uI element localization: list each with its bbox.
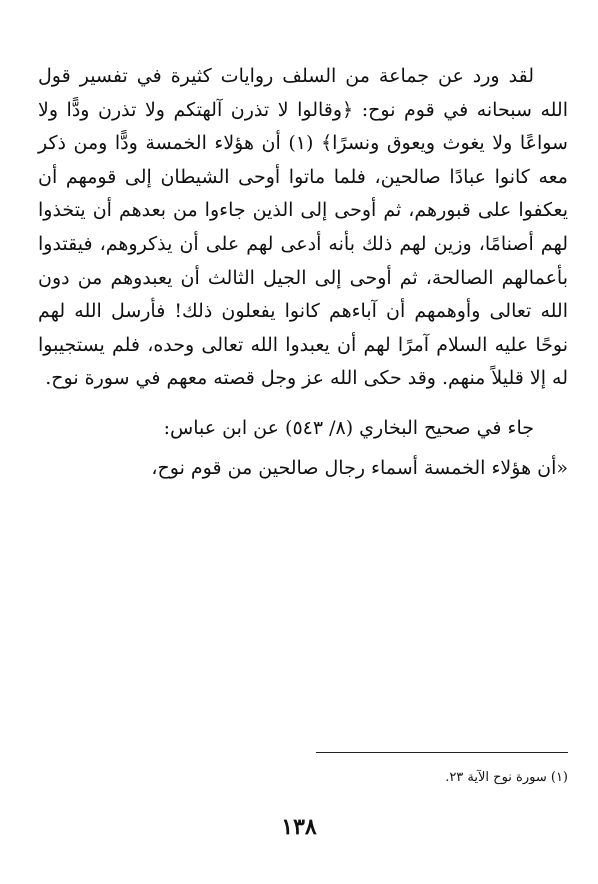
paragraph-bukhari-source: جاء في صحيح البخاري (٨/ ٥٤٣) عن ابن عباس: — [163, 416, 534, 439]
paragraph-quote: «أن هؤلاء الخمسة أسماء رجال صالحين من قوم نوح، — [151, 456, 568, 479]
page-number: ١٣٨ — [281, 814, 317, 840]
footnote: (١) سورة نوح الآية ٢٣. — [445, 770, 568, 785]
body-text — [38, 60, 568, 488]
paragraph-tafsir: لقد ورد عن جماعة من السلف روايات كثيرة في تفسير قول الله سبحانه في قوم نوح: ﴿وقالوا لا تذرن آلهتكم ولا تذرن ودًّا ولا سواعًا ولا يغوث ويعوق ونسرًا﴾ (١) أن هؤلاء الخمسة ودًّا ومن ذكر معه كانوا عبادًا صالحين، فلما ماتوا أوحى الشيطان إلى قومهم أن يعكفوا على قبورهم، ثم أوحى إلى الذين جاءوا من بعدهم أن يتخذوا لهم أصنامًا، وزين لهم ذلك بأنه أدعى لهم على أن يذكروهم، فيقتدوا بأعمالهم الصالحة، ثم أوحى إلى الجيل الثالث أن يعبدوهم من دون الله تعالى وأوهمهم أن آباءهم كانوا يفعلون ذلك! فأرسل الله لهم نوحًا عليه السلام آمرًا لهم أن يعبدوا الله تعالى وحده، فلم يستجيبوا له إلا قليلاً منهم. وقد حكى الله عز وجل قصته معهم في سورة نوح. — [38, 65, 568, 390]
footnote-divider — [316, 752, 568, 753]
